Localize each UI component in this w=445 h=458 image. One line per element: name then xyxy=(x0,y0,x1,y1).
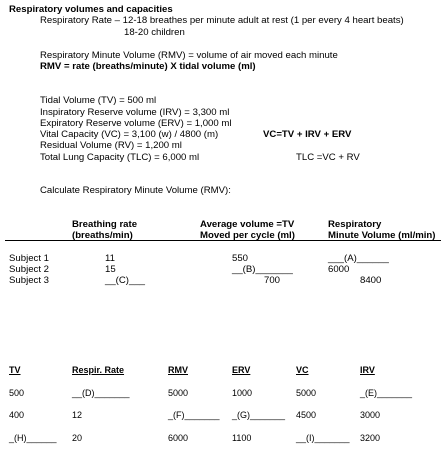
table2-row1-tv: 500 xyxy=(9,388,25,398)
rmv-formula: RMV = rate (breaths/minute) X tidal volume (ml) xyxy=(40,61,256,72)
table2-row1-vc: 5000 xyxy=(296,388,317,398)
table2-row2-vc: 4500 xyxy=(296,410,317,420)
table2-header-irv: IRV xyxy=(360,365,375,375)
table1-row1-rmv-blank: ___(A)______ xyxy=(328,253,389,264)
tidal-volume: Tidal Volume (TV) = 500 ml xyxy=(40,95,157,106)
total-lung-capacity: Total Lung Capacity (TLC) = 6,000 ml xyxy=(40,152,200,163)
table2-header-erv: ERV xyxy=(232,365,251,375)
tlc-formula: TLC =VC + RV xyxy=(296,152,360,163)
table1-row1-volume: 550 xyxy=(232,253,249,264)
respiratory-rate-adult: Respiratory Rate – 12-18 breathes per minute adult at rest (1 per every 4 heart beats) xyxy=(40,15,404,26)
table2-row1-rate-blank: __(D)_______ xyxy=(72,388,130,398)
page-title: Respiratory volumes and capacities xyxy=(9,4,173,15)
table1-row2-rate: 15 xyxy=(105,264,116,275)
respiratory-rate-children: 18-20 children xyxy=(124,27,185,38)
table2-row1-irv-blank: _(E)_______ xyxy=(360,388,413,398)
table1-row1-subject: Subject 1 xyxy=(9,253,50,264)
table1-header-rate-line2: (breaths/min) xyxy=(72,230,133,241)
table1-header-volume-line2: Moved per cycle (ml) xyxy=(200,230,295,241)
table1-row1-rate: 11 xyxy=(105,253,115,264)
table1-row3-subject: Subject 3 xyxy=(9,275,50,286)
table2-row1-rmv: 5000 xyxy=(168,388,189,398)
table2-row2-irv: 3000 xyxy=(360,410,381,420)
residual-volume: Residual Volume (RV) = 1,200 ml xyxy=(40,140,182,151)
table2-row3-erv: 1100 xyxy=(232,433,252,443)
table2-row3-irv: 3200 xyxy=(360,433,381,443)
table2-header-vc: VC xyxy=(296,365,309,375)
table1-header-rmv-line1: Respiratory xyxy=(328,219,382,230)
table1-row2-volume-blank: __(B)_______ xyxy=(232,264,293,275)
table2-row2-rate: 12 xyxy=(72,410,83,420)
table1-row3-volume: 700 xyxy=(264,275,281,286)
table2-header-rate: Respir. Rate xyxy=(72,365,125,375)
table1-row3-rate-blank: __(C)___ xyxy=(105,275,145,286)
inspiratory-reserve-volume: Inspiratory Reserve volume (IRV) = 3,300 ml xyxy=(40,107,230,118)
table2-row3-vc-blank: __(I)_______ xyxy=(296,433,350,443)
table1-header-volume-line1: Average volume =TV xyxy=(200,219,295,230)
table1-row2-subject: Subject 2 xyxy=(9,264,50,275)
table2-header-rmv: RMV xyxy=(168,365,188,375)
table2-row3-tv-blank: _(H)______ xyxy=(9,433,57,443)
table1-row2-rmv: 6000 xyxy=(328,264,350,275)
table2-row2-erv-blank: _(G)_______ xyxy=(232,410,286,420)
table2-row3-rate: 20 xyxy=(72,433,83,443)
table1-row3-rmv: 8400 xyxy=(360,275,382,286)
rmv-definition: Respiratory Minute Volume (RMV) = volume of air moved each minute xyxy=(40,50,338,61)
table1-header-rate-line1: Breathing rate xyxy=(72,219,138,230)
vital-capacity: Vital Capacity (VC) = 3,100 (w) / 4800 (m) xyxy=(40,129,219,140)
table1-header-rmv-line2: Minute Volume (ml/min) xyxy=(328,230,436,241)
table2-row2-tv: 400 xyxy=(9,410,25,420)
expiratory-reserve-volume: Expiratory Reserve volume (ERV) = 1,000 ml xyxy=(40,118,232,129)
table2-header-tv: TV xyxy=(9,365,21,375)
calc-prompt: Calculate Respiratory Minute Volume (RMV): xyxy=(40,185,231,196)
table2-row2-rmv-blank: _(F)_______ xyxy=(168,410,220,420)
table2-row3-rmv: 6000 xyxy=(168,433,189,443)
table1-header-rule xyxy=(5,240,441,241)
vc-formula: VC=TV + IRV + ERV xyxy=(263,129,352,140)
table2-row1-erv: 1000 xyxy=(232,388,253,398)
